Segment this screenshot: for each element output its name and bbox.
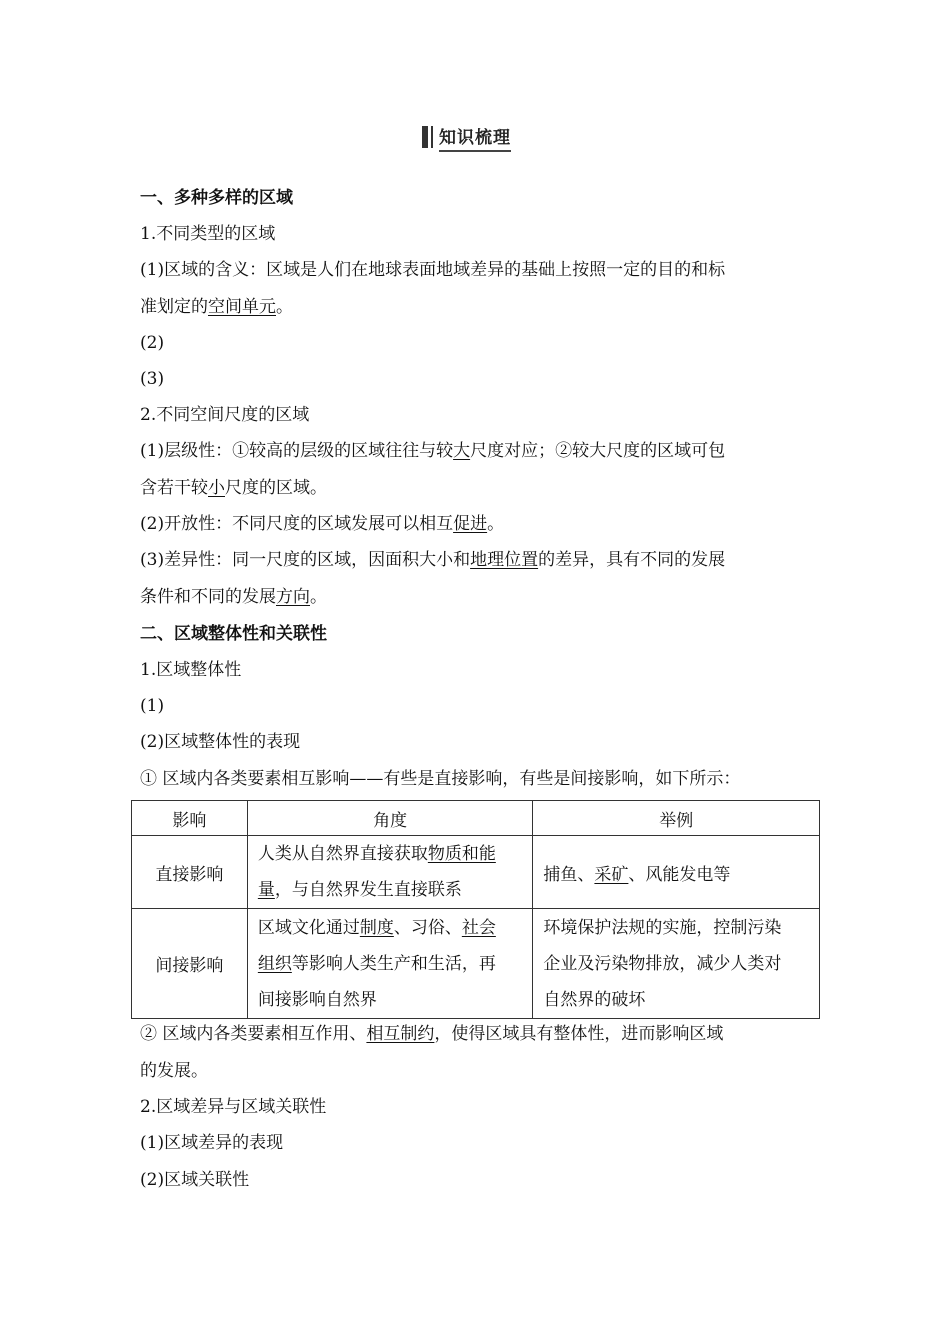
answer-blank: 采矿 bbox=[594, 864, 629, 885]
paragraph-difference-line1: (3)差异性：同一尺度的区域，因面积大小和地理位置的差异，具有不同的发展 bbox=[140, 550, 726, 570]
paragraph-level-line1: (1)层级性：①较高的层级的区域往往与较大尺度对应；②较大尺度的区域可包 bbox=[140, 441, 726, 461]
heading-2: 二、区域整体性和关联性 bbox=[140, 624, 327, 644]
answer-blank: 方向 bbox=[276, 587, 310, 607]
item-2-2-1: (1)区域差异的表现 bbox=[140, 1133, 284, 1153]
paragraph-difference-line2: 条件和不同的发展方向。 bbox=[140, 587, 327, 607]
paragraph-interaction-line2: 的发展。 bbox=[140, 1061, 208, 1081]
paragraph-level-line2: 含若干较小尺度的区域。 bbox=[140, 478, 327, 498]
cell-type: 间接影响 bbox=[132, 909, 248, 1019]
answer-blank: 促进 bbox=[453, 514, 488, 534]
answer-blank: 空间单元 bbox=[208, 297, 276, 317]
answer-blank: 物质和能 bbox=[427, 844, 496, 864]
table-header-row bbox=[132, 801, 820, 836]
subheading-1-1: 1.不同类型的区域 bbox=[140, 224, 276, 244]
answer-blank: 相互制约 bbox=[366, 1024, 435, 1044]
answer-blank: 大 bbox=[453, 441, 471, 461]
paragraph-interaction-line1: ② 区域内各类要素相互作用、相互制约，使得区域具有整体性，进而影响区域 bbox=[140, 1024, 724, 1044]
paragraph-openness: (2)开放性：不同尺度的区域发展可以相互促进。 bbox=[140, 514, 505, 534]
title-bar-icon bbox=[422, 126, 428, 148]
item-2-2: (2)区域整体性的表现 bbox=[140, 732, 301, 752]
answer-blank: 制度 bbox=[359, 917, 394, 938]
cell-angle: 区域文化通过制度、习俗、社会 组织等影响人类生产和生活，再 间接影响自然界 bbox=[247, 909, 533, 1019]
subheading-2-1: 1.区域整体性 bbox=[140, 660, 242, 680]
subheading-1-2: 2.不同空间尺度的区域 bbox=[140, 405, 310, 425]
answer-blank: 地理位置 bbox=[470, 550, 539, 570]
answer-blank: 小 bbox=[208, 478, 225, 498]
item-3: (3) bbox=[140, 369, 165, 389]
heading-1: 一、多种多样的区域 bbox=[140, 188, 293, 208]
section-title-badge bbox=[422, 122, 528, 152]
table-row bbox=[132, 909, 820, 1019]
paragraph-definition-line2: 准划定的空间单元。 bbox=[140, 297, 293, 317]
item-2: (2) bbox=[140, 333, 165, 353]
cell-example: 捕鱼、采矿、风能发电等 bbox=[533, 836, 820, 909]
answer-blank: 社会 bbox=[461, 917, 496, 938]
table-row bbox=[132, 836, 820, 909]
cell-type: 直接影响 bbox=[132, 836, 248, 909]
header-cell: 影响 bbox=[132, 801, 248, 836]
item-2-1: (1) bbox=[140, 696, 165, 716]
item-2-2-2: (2)区域关联性 bbox=[140, 1170, 250, 1190]
cell-angle: 人类从自然界直接获取物质和能 量，与自然界发生直接联系 bbox=[247, 836, 533, 909]
answer-blank: 量 bbox=[257, 880, 275, 900]
header-cell: 角度 bbox=[247, 801, 533, 836]
title-bar-thin-icon bbox=[431, 126, 433, 148]
influence-table bbox=[131, 800, 820, 1019]
paragraph-definition-line1: (1)区域的含义：区域是人们在地球表面地域差异的基础上按照一定的目的和标 bbox=[140, 260, 726, 280]
subheading-2-2: 2.区域差异与区域关联性 bbox=[140, 1097, 327, 1117]
section-title: 知识梳理 bbox=[439, 123, 511, 152]
table-intro: ① 区域内各类要素相互影响——有些是直接影响，有些是间接影响，如下所示： bbox=[140, 769, 741, 789]
answer-blank: 组织 bbox=[257, 953, 292, 974]
cell-example: 环境保护法规的实施，控制污染 企业及污染物排放，减少人类对 自然界的破坏 bbox=[533, 909, 820, 1019]
header-cell: 举例 bbox=[533, 801, 820, 836]
